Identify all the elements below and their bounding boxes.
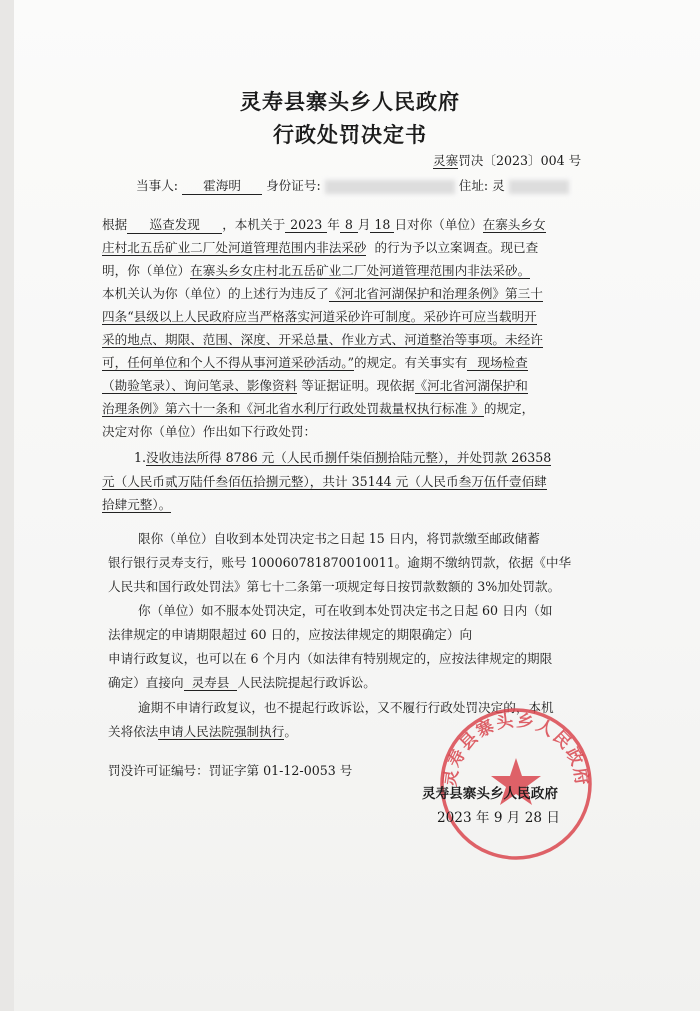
penalty-line-1: 1.没收违法所得 8786 元（人民币捌仟柒佰捌拾陆元整），并处罚款 26358 xyxy=(134,450,552,465)
p1-line-3: 明，你（单位）在寨头乡女庄村北五岳矿业二厂处河道管理范围内非法采砂。 xyxy=(102,263,531,278)
court-name: 灵寿县 xyxy=(184,675,238,691)
p3-line-1: 限你（单位）自收到本处罚决定书之日起 15 日内，将罚款缴至邮政储蓄 xyxy=(138,531,540,546)
p2-line-6: 治理条例》第六十一条和《河北省水利厅行政处罚裁量权执行标准 》的规定， xyxy=(102,401,535,416)
p4-line-1: 你（单位）如不服本处罚决定，可在收到本处罚决定书之日起 60 日内（如 xyxy=(138,603,553,618)
p4-line-3: 申请行政复议，也可以在 6 个月内（如法律有特别规定的，应按法律规定的期限 xyxy=(108,651,553,666)
p3-line-3: 人民共和国行政处罚法》第七十二条第一项规定每日按罚款数额的 3%加处罚款。 xyxy=(108,579,561,594)
p2-line-5: （勘验笔录）、询问笔录、影像资料 等证据证明。现依据《河北省河湖保护和 xyxy=(102,378,528,393)
penalty-line-2: 元（人民币贰万陆仟叁佰伍拾捌元整），共计 35144 元（人民币叁万伍仟壹佰肆 xyxy=(102,474,547,489)
party-line: 当事人: 霍海明 身份证号: 住址: 灵 xyxy=(136,175,569,195)
issuing-authority: 灵寿县寨头乡人民政府 xyxy=(422,786,558,802)
p3-line-2: 银行银行灵寿支行，账号 100060781870010011。逾期不缴纳罚款，依据《中华 xyxy=(108,555,572,570)
document-title: 灵寿县寨头乡人民政府 xyxy=(240,89,460,114)
redacted-address xyxy=(509,180,569,194)
p2-line-3: 采的地点、期限、范围、深度、开采总量、作业方式、河道整治等事项。未经许 xyxy=(102,332,543,347)
p5-line-2: 关将依法申请人民法院强制执行。 xyxy=(108,724,297,739)
p1-line-1: 根据 巡查发现 ，本机关于 2023 年 8 月 18 日对你（单位）在寨头乡女 xyxy=(102,214,546,234)
p2-line-7: 决定对你（单位）作出如下行政处罚： xyxy=(102,424,317,439)
p2-line-4: 可，任何单位和个人不得从事河道采砂活动。”的规定。有关事实有 现场检查 xyxy=(102,355,528,370)
license-number: 罚没许可证编号：罚证字第 01-12-0053 号 xyxy=(108,763,353,778)
document-subtitle: 行政处罚决定书 xyxy=(273,122,427,147)
p4-line-4: 确定）直接向 灵寿县 人民法院提起行政诉讼。 xyxy=(108,675,376,690)
p1-line-2: 庄村北五岳矿业二厂处河道管理范围内非法采砂 的行为予以立案调查。现已查 xyxy=(102,240,539,255)
document-number: 灵寨罚决〔2023〕004 号 xyxy=(433,153,582,168)
p2-line-1: 本机关认为你（单位）的上述行为违反了《河北省河湖保护和治理条例》第三十 xyxy=(102,286,543,301)
redacted-id xyxy=(325,180,455,194)
party-name: 霍海明 xyxy=(182,175,262,195)
svg-text:灵寿县寨头乡人民政府: 灵寿县寨头乡人民政府 xyxy=(440,710,592,789)
p4-line-2: 法律规定的申请期限超过 60 日的，应按法律规定的期限确定）向 xyxy=(108,627,473,642)
p2-line-2: 四条“县级以上人民政府应当严格落实河道采砂许可制度。采砂许可应当载明开 xyxy=(102,309,537,324)
p5-line-1: 逾期不申请行政复议，也不提起行政诉讼，又不履行行政处罚决定的，本机 xyxy=(138,700,554,715)
penalty-line-3: 拾肆元整）。 xyxy=(102,497,172,512)
issue-date: 2023 年 9 月 28 日 xyxy=(437,810,560,826)
